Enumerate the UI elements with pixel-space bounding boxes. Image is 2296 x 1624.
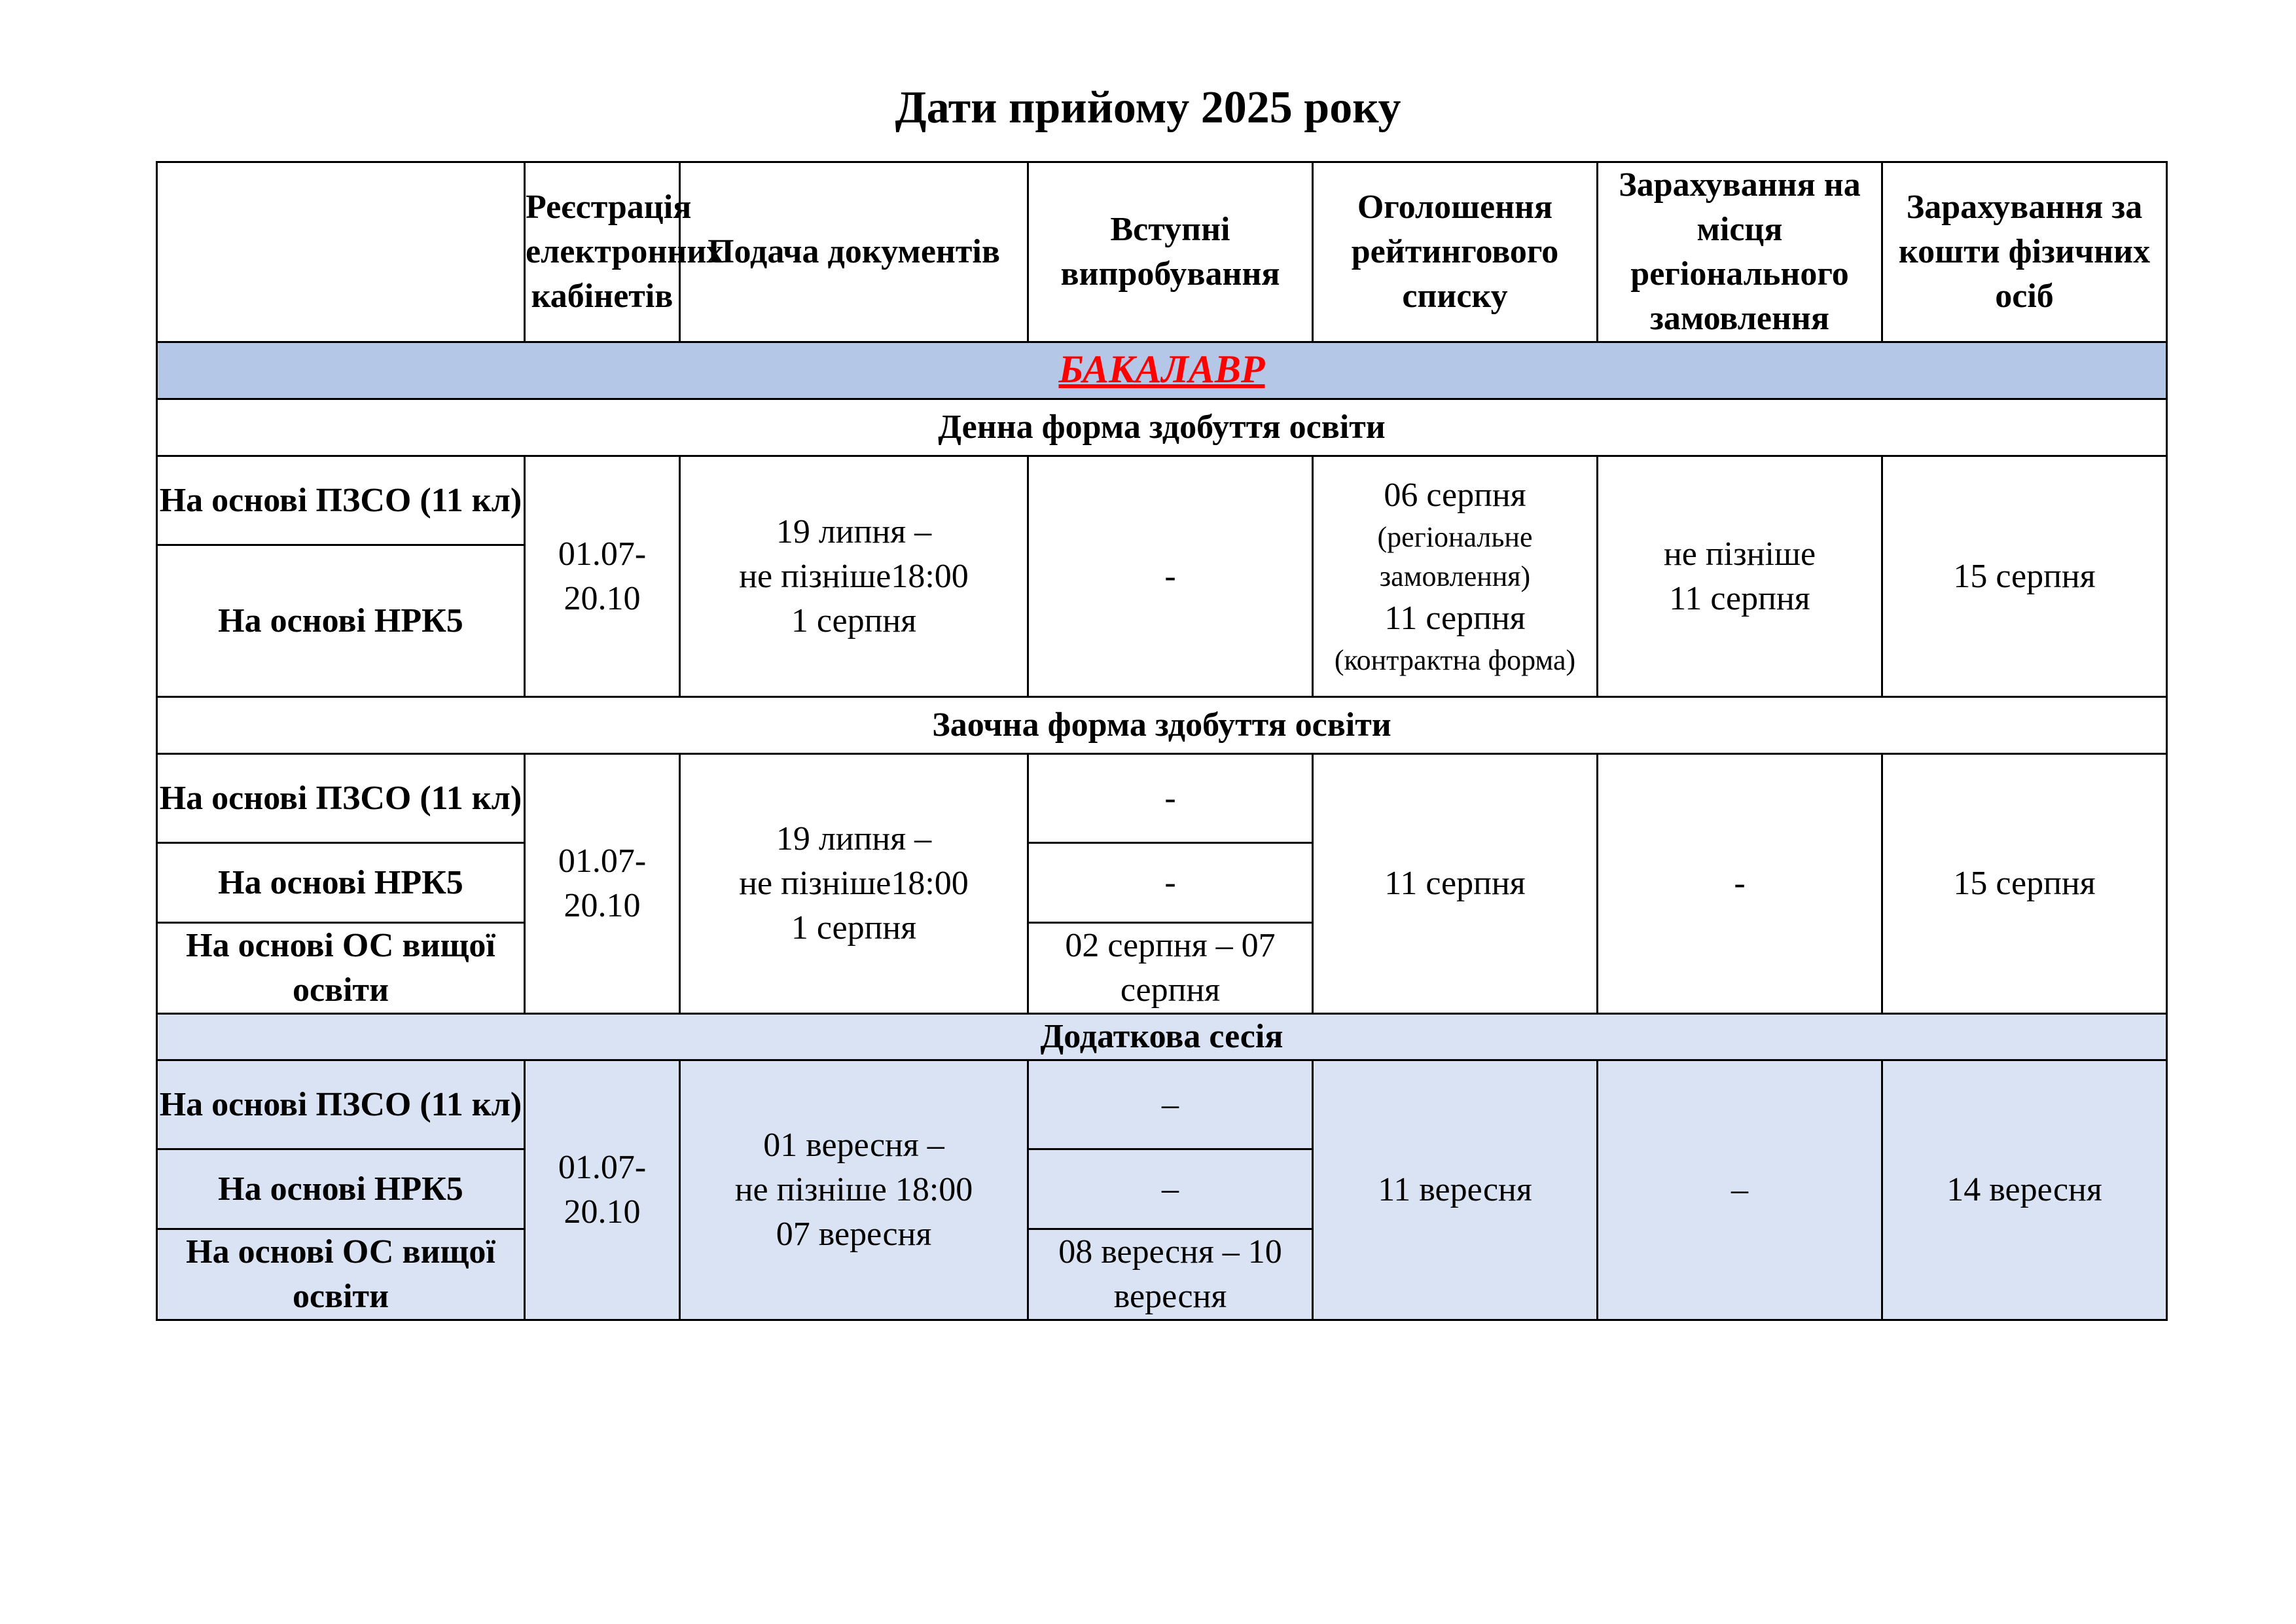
level-cell <box>157 342 2167 399</box>
extra-session-exams-pzso: – <box>1028 1060 1313 1149</box>
part-time-documents-line-3: 1 серпня <box>791 909 917 947</box>
extra-session-documents-line-1: 01 вересня – <box>763 1127 944 1164</box>
extra-session-private-enrollment: 14 вересня <box>1882 1060 2167 1320</box>
extra-session-title-row <box>157 1014 2167 1060</box>
full-time-documents-line-1: 19 липня – <box>776 513 932 550</box>
extra-session-documents <box>680 1060 1028 1320</box>
header-exams: Вступні випробування <box>1028 162 1313 342</box>
part-time-basis-pzso: На основі ПЗСО (11 кл) <box>157 754 525 843</box>
full-time-regional-enrollment <box>1598 456 1882 697</box>
full-time-basis-pzso: На основі ПЗСО (11 кл) <box>157 456 525 545</box>
header-row <box>157 162 2167 342</box>
full-time-rating-regional-note: (регіональне замовлення) <box>1377 520 1533 592</box>
full-time-regional-enrollment-line-1: не пізніше <box>1663 535 1816 573</box>
full-time-rating-contract-note: (контрактна форма) <box>1334 643 1576 676</box>
extra-session-basis-higher: На основі ОС вищої освіти <box>157 1229 525 1320</box>
extra-session-registration: 01.07-20.10 <box>525 1060 680 1320</box>
extra-session-documents-line-3: 07 вересня <box>776 1216 932 1253</box>
admission-dates-table <box>156 161 2168 1321</box>
full-time-regional-enrollment-line-2: 11 серпня <box>1669 579 1810 617</box>
header-registration: Реєстрація електронних кабінетів <box>525 162 680 342</box>
extra-session-title: Додаткова сесія <box>157 1014 2167 1060</box>
header-rating: Оголошення рейтингового списку <box>1313 162 1598 342</box>
part-time-regional-enrollment: - <box>1598 754 1882 1014</box>
part-time-basis-higher: На основі ОС вищої освіти <box>157 923 525 1014</box>
part-time-registration: 01.07-20.10 <box>525 754 680 1014</box>
full-time-title: Денна форма здобуття освіти <box>157 399 2167 456</box>
level-label: БАКАЛАВР <box>1058 348 1265 391</box>
part-time-documents-line-1: 19 липня – <box>776 820 932 857</box>
header-empty-cell <box>157 162 525 342</box>
full-time-documents <box>680 456 1028 697</box>
full-time-row <box>157 456 2167 545</box>
full-time-documents-line-2: не пізніше18:00 <box>739 557 969 595</box>
full-time-exams: - <box>1028 456 1313 697</box>
part-time-title-row <box>157 697 2167 754</box>
extra-session-exams-higher: 08 вересня – 10 вересня <box>1028 1229 1313 1320</box>
extra-session-exams-nrk5: – <box>1028 1149 1313 1229</box>
part-time-exams-nrk5: - <box>1028 843 1313 923</box>
part-time-documents <box>680 754 1028 1014</box>
part-time-rating: 11 серпня <box>1313 754 1598 1014</box>
extra-session-basis-nrk5: На основі НРК5 <box>157 1149 525 1229</box>
part-time-row <box>157 754 2167 843</box>
full-time-registration: 01.07-20.10 <box>525 456 680 697</box>
full-time-rating <box>1313 456 1598 697</box>
header-regional-enrollment: Зарахування на місця регіонального замовлення <box>1598 162 1882 342</box>
part-time-basis-nrk5: На основі НРК5 <box>157 843 525 923</box>
header-documents: Подача документів <box>680 162 1028 342</box>
extra-session-regional-enrollment: – <box>1598 1060 1882 1320</box>
extra-session-documents-line-2: не пізніше 18:00 <box>734 1171 973 1208</box>
full-time-rating-regional-date: 06 серпня <box>1384 476 1526 514</box>
level-row <box>157 342 2167 399</box>
extra-session-row <box>157 1060 2167 1149</box>
part-time-title: Заочна форма здобуття освіти <box>157 697 2167 754</box>
page-title: Дати прийому 2025 року <box>895 82 1401 133</box>
full-time-private-enrollment: 15 серпня <box>1882 456 2167 697</box>
extra-session-rating: 11 вересня <box>1313 1060 1598 1320</box>
part-time-documents-line-2: не пізніше18:00 <box>739 865 969 902</box>
full-time-documents-line-3: 1 серпня <box>791 602 917 640</box>
part-time-exams-pzso: - <box>1028 754 1313 843</box>
header-private-enrollment: Зарахування за кошти фізичних осіб <box>1882 162 2167 342</box>
full-time-title-row <box>157 399 2167 456</box>
full-time-rating-contract-date: 11 серпня <box>1384 599 1526 637</box>
full-time-basis-nrk5: На основі НРК5 <box>157 545 525 697</box>
part-time-exams-higher: 02 серпня – 07 серпня <box>1028 923 1313 1014</box>
extra-session-basis-pzso: На основі ПЗСО (11 кл) <box>157 1060 525 1149</box>
part-time-private-enrollment: 15 серпня <box>1882 754 2167 1014</box>
